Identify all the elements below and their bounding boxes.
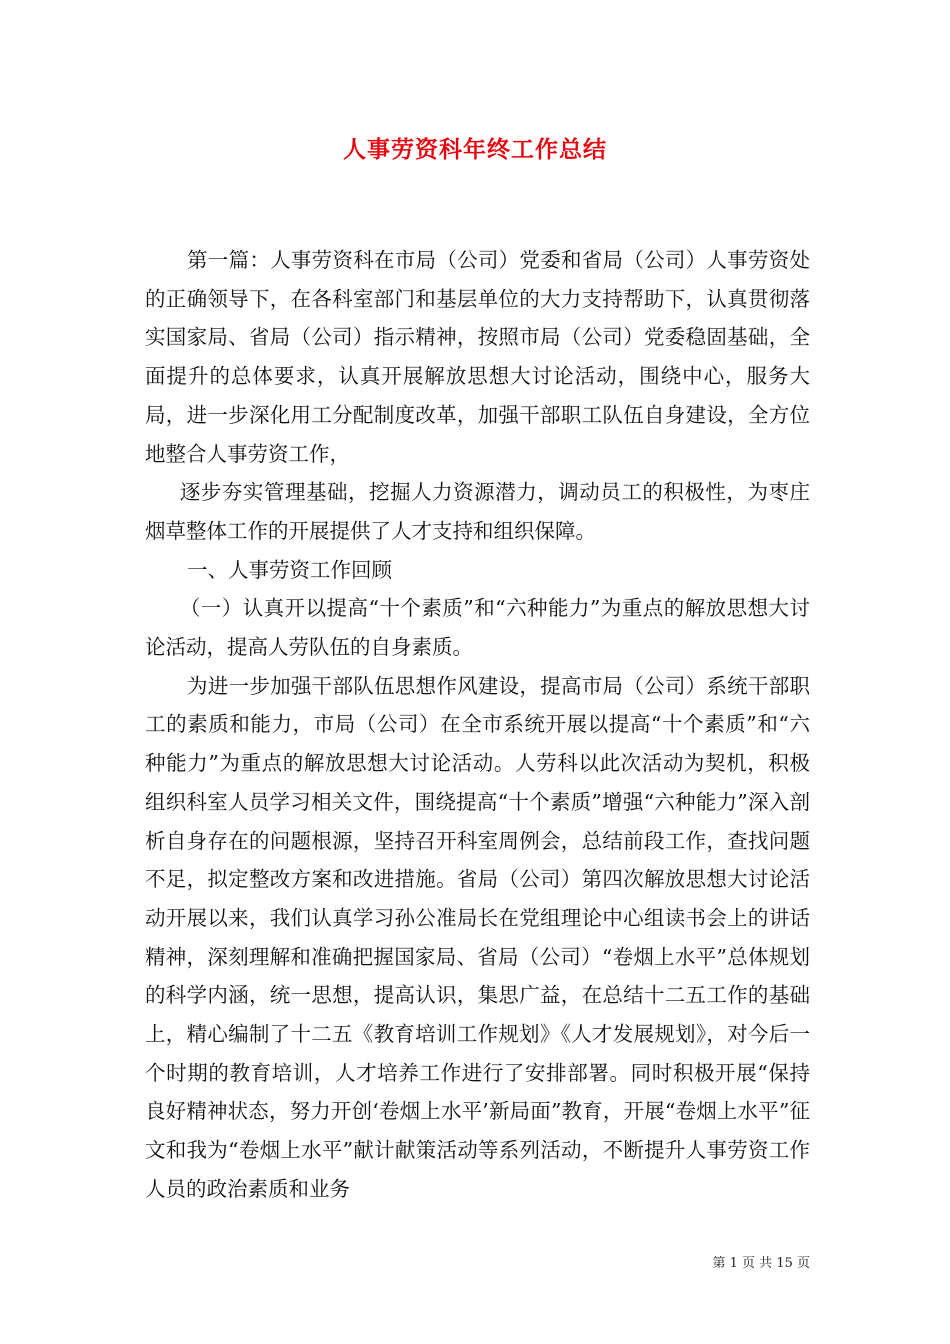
- subsection-heading: （一）认真开以提高“十个素质”和“六种能力”为重点的解放思想大讨论活动，提高人劳队伍的自身素质。: [145, 596, 810, 660]
- document-title: 人事劳资科年终工作总结: [343, 136, 607, 163]
- page-number: 第 1 页 共 15 页: [712, 1256, 810, 1271]
- paragraph-body: 为进一步加强干部队伍思想作风建设，提高市局（公司）系统干部职工的素质和能力，市局（公司）在全市系统开展以提高“十个素质”和“六种能力”为重点的解放思想大讨论活动。人劳科以此次活动为契机，积极组织科室人员学习相关文件，围绕提高“十个素质”增强“六种能力”深入剖析自身存在的问题根源，坚持召开科室周例会，总结前段工作，查找问题不足，拟定整改方案和改进措施。省局（公司）第四次解放思想大讨论活动开展以来，我们认真学习孙公准局长在党组理论中心组读书会上的讲话精神，深刻理解和准确把握国家局、省局（公司）“卷烟上水平”总体规划的科学内涵，统一思想，提高认识，集思广益，在总结十二五工作的基础上，精心编制了十二五《教育培训工作规划》《人才发展规划》，对今后一个时期的教育培训，人才培养工作进行了安排部署。同时积极开展“保持良好精神状态，努力开创‘卷烟上水平’新局面”教育，开展“卷烟上水平”征文和我为“卷烟上水平”献计献策活动等系列活动，不断提升人事劳资工作人员的政治素质和业务: [145, 673, 810, 1201]
- paragraph-continuation: 逐步夯实管理基础，挖掘人力资源潜力，调动员工的积极性，为枣庄烟草整体工作的开展提供了人才支持和组织保障。: [145, 480, 810, 543]
- paragraph-intro: 第一篇：人事劳资科在市局（公司）党委和省局（公司）人事劳资处的正确领导下，在各科室部门和基层单位的大力支持帮助下，认真贯彻落实国家局、省局（公司）指示精神，按照市局（公司）党委稳固基础，全面提升的总体要求，认真开展解放思想大讨论活动，围绕中心，服务大局，进一步深化用工分配制度改革，加强干部职工队伍自身建设，全方位地整合人事劳资工作，: [145, 248, 810, 466]
- section-heading: 一、人事劳资工作回顾: [187, 557, 393, 582]
- document-body: [145, 241, 810, 1209]
